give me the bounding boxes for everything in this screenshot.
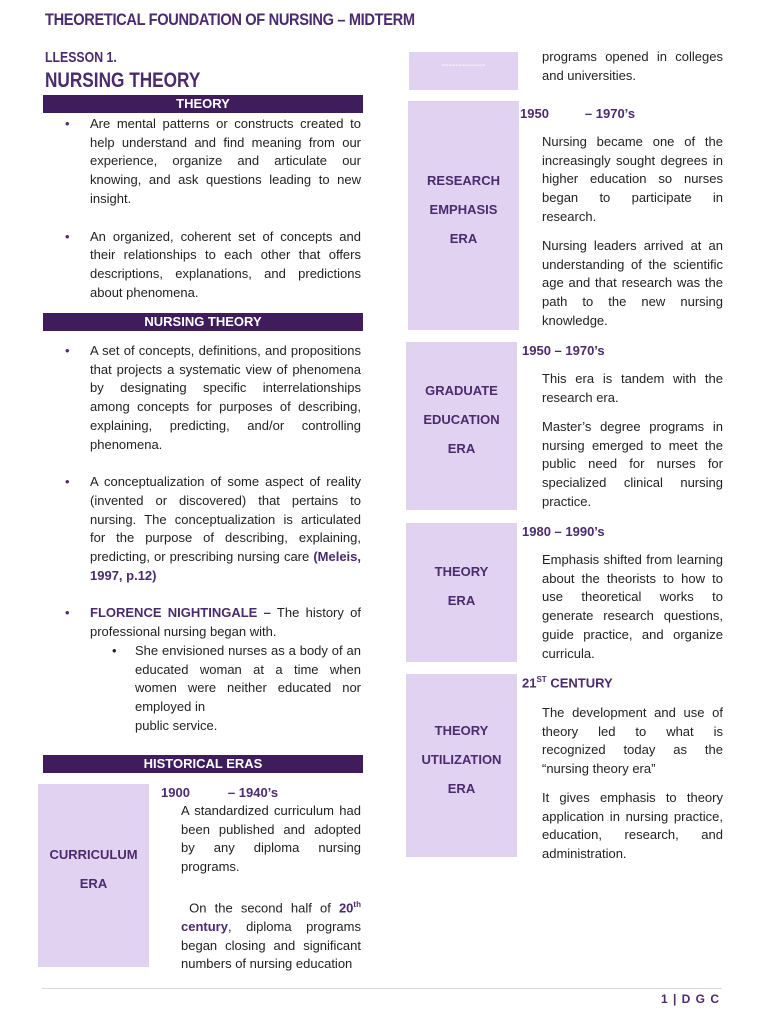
- century-word: CENTURY: [546, 675, 613, 691]
- nursing-theory-bullet: • A set of concepts, definitions, and propositions that projects a systematic view of phenomena by designating specific interrelationships among concepts for purposes of describing, explaining, predicting, and/or controlling phenomena.: [43, 342, 361, 454]
- nursing-theory-bullet-list: [43, 342, 361, 735]
- theory-bullet: • Are mental patterns or constructs created to help understand and find meaning from our experience, organize and articulate our knowing, and ask questions leading to new insight.: [43, 115, 361, 209]
- research-era-date: [520, 106, 635, 121]
- theory-era-label: [406, 557, 517, 615]
- curriculum-continued-paragraph: programs opened in colleges and universities.: [542, 49, 723, 83]
- utilization-era-paragraph: It gives emphasis to theory application in nursing practice, education, research, and administration.: [542, 790, 723, 862]
- era-label-line: ERA: [79, 876, 108, 891]
- sub-bullet-list: [90, 642, 361, 736]
- century-number: 21: [522, 675, 537, 691]
- era-label-line: CURRICULUM: [49, 847, 138, 862]
- era-label-line: RESEARCH: [427, 173, 500, 188]
- theory-bullet-list: [43, 115, 361, 302]
- era-label-line: GRADUATE: [425, 383, 498, 398]
- curriculum-continued-box: [409, 52, 518, 90]
- theory-bullet: • An organized, coherent set of concepts and their relationships to each other that offers descriptions, explanations, and predictions about phenomena.: [43, 228, 361, 303]
- graduate-era-label: [406, 376, 517, 463]
- era-label-line: EMPHASIS: [429, 202, 498, 217]
- curriculum-era-paragraph: A standardized curriculum had been published and adopted by any diploma nursing programs.: [181, 803, 361, 875]
- curriculum-era-label: [38, 840, 149, 898]
- para-text: , diploma programs began closing and significant numbers of nursing education: [181, 919, 361, 972]
- century-word: century: [181, 919, 228, 935]
- century-suffix: th: [353, 900, 361, 909]
- curriculum-era-date: [161, 785, 278, 800]
- graduate-era-paragraph: This era is tandem with the research era.: [542, 371, 723, 405]
- research-era-paragraph: Nursing became one of the increasingly sought degrees in higher education so nurses began to participate in research.: [542, 134, 723, 224]
- theory-era-paragraph: Emphasis shifted from learning about the theorists to how to use theoretical works to generate research questions, guide practice, and organize curricula.: [542, 552, 723, 661]
- page-footer: 1 | D G C: [660, 992, 720, 1006]
- utilization-era-label: [406, 716, 517, 803]
- curriculum-era-paragraph: [181, 896, 361, 974]
- theory-era-date: 1980 – 1990’s: [522, 524, 605, 539]
- research-era-label: [408, 166, 519, 253]
- nursing-theory-bullet: [43, 604, 361, 735]
- sub-bullet-text: She envisioned nurses as a body of an educated woman at a time when women were neither educated nor employed in: [135, 642, 361, 714]
- utilization-era-paragraph: The development and use of theory led to what is recognized today as the “nursing theory era”: [542, 705, 723, 777]
- era-label-line: ERA: [447, 593, 476, 608]
- graduate-era-date: 1950 – 1970’s: [522, 343, 605, 358]
- era-label-line: THEORY: [434, 723, 489, 738]
- document-title: THEORETICAL FOUNDATION OF NURSING – MIDTERM: [45, 10, 415, 29]
- date-start: 1950: [520, 106, 549, 121]
- era-label-line: ERA: [449, 231, 478, 246]
- para-text: On the second half of: [189, 900, 339, 916]
- graduate-era-paragraph: Master’s degree programs in nursing emerged to meet the public need for nurses for specialized clinical nursing practice.: [542, 419, 723, 509]
- continued-box-dashes: -------------: [441, 60, 486, 71]
- century-suffix: ST: [536, 675, 547, 684]
- date-end: – 1970’s: [584, 106, 636, 121]
- bullet-text: The history of professional nursing began with.: [90, 605, 361, 640]
- sub-bullet-tail: public service.: [135, 717, 218, 733]
- nursing-theory-bullet: [43, 473, 361, 585]
- era-label-line: EDUCATION: [423, 412, 500, 427]
- date-start: 1900: [161, 785, 190, 800]
- sub-bullet: [135, 642, 361, 736]
- section-heading-theory: THEORY: [43, 95, 363, 113]
- lesson-title: NURSING THEORY: [45, 69, 201, 92]
- section-heading-nursing-theory: NURSING THEORY: [43, 313, 363, 331]
- research-era-paragraph: Nursing leaders arrived at an understanding of the scientific age and that research was the path to the new nursing knowledge.: [542, 238, 723, 328]
- footer-divider: [42, 988, 722, 989]
- era-label-line: THEORY: [434, 564, 489, 579]
- section-heading-historical-eras: HISTORICAL ERAS: [43, 755, 363, 773]
- lesson-label: LLESSON 1.: [45, 49, 117, 66]
- bullet-text: A conceptualization of some aspect of reality (invented or discovered) that pertains to nursing. The conceptualization is articulated for the purpose of describing, explaining, predicting, or prescribing nursing care: [90, 474, 361, 565]
- date-end: – 1940’s: [227, 785, 279, 800]
- citation: (Meleis, 1997, p.12): [90, 549, 361, 583]
- era-label-line: ERA: [447, 781, 476, 796]
- florence-nightingale-name: FLORENCE NIGHTINGALE –: [90, 605, 271, 621]
- era-label-line: UTILIZATION: [421, 752, 502, 767]
- century-number: 20: [338, 900, 354, 916]
- era-label-line: ERA: [447, 441, 476, 456]
- utilization-era-date: [522, 675, 613, 690]
